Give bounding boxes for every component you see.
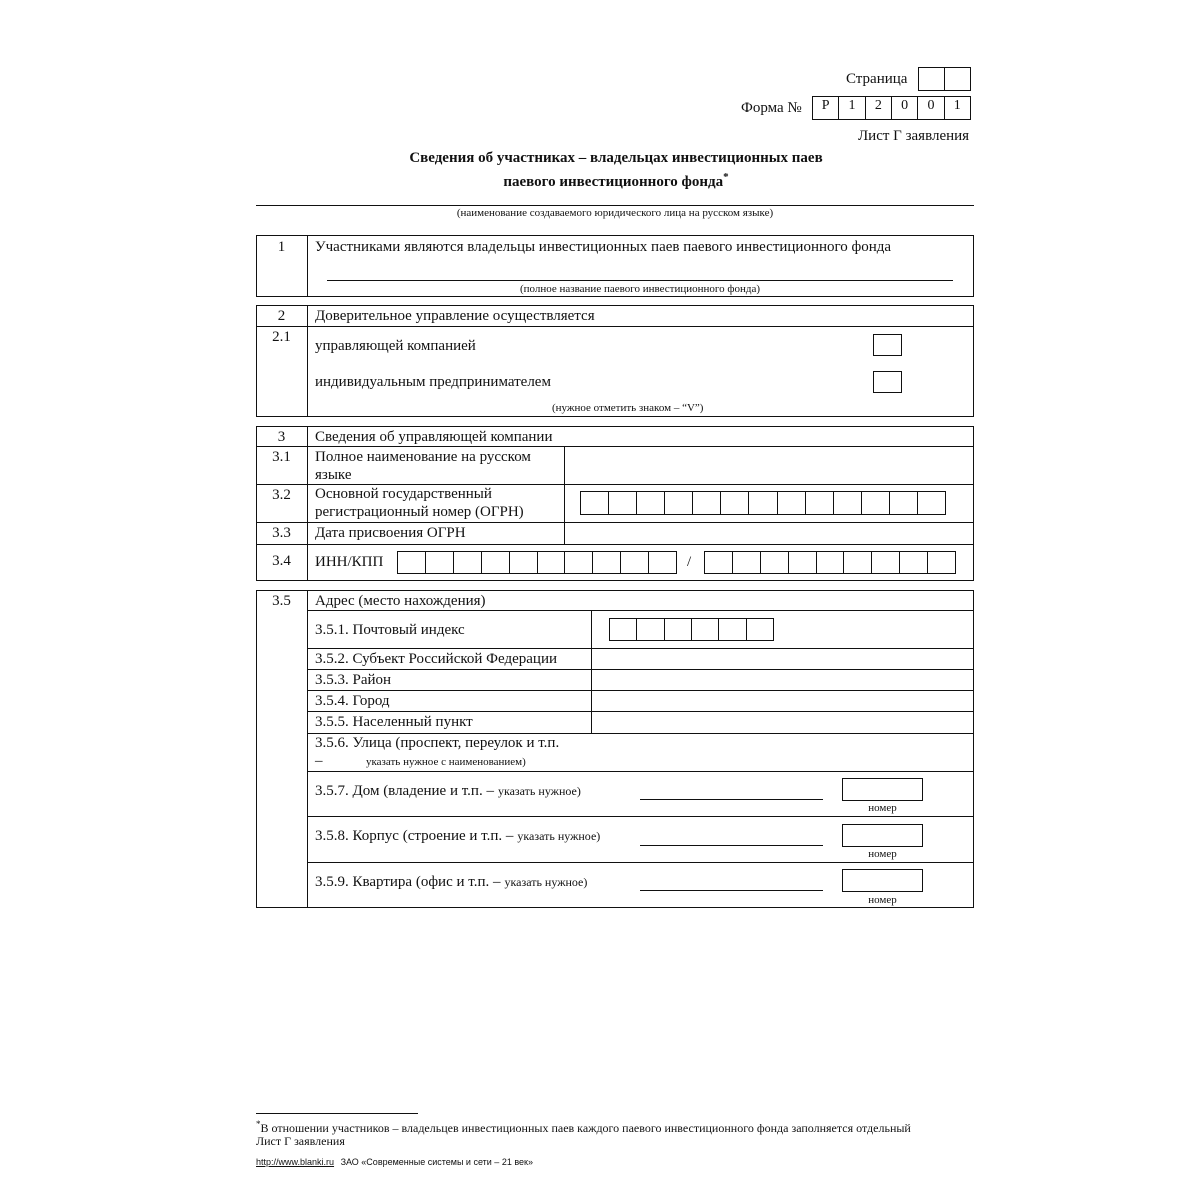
section-2-1-number: 2.1: [272, 329, 291, 345]
footnote-mark: *: [256, 1119, 261, 1129]
fund-name-line[interactable]: [327, 280, 953, 281]
street-label: 3.5.6. Улица (проспект, переулок и т.п.: [315, 735, 560, 751]
section-2-number: 2: [277, 308, 286, 324]
entity-name-line[interactable]: [256, 205, 974, 206]
building-hint: указать нужное): [517, 829, 601, 843]
row-3-4-number: 3.4: [272, 553, 291, 569]
row-3-3-number: 3.3: [272, 525, 291, 541]
city-label: 3.5.4. Город: [315, 693, 390, 709]
form-code-cell: 0: [918, 97, 944, 119]
page-number-field[interactable]: [918, 67, 971, 91]
checkbox-note: (нужное отметить знаком – “V”): [552, 402, 704, 414]
full-name-field[interactable]: [566, 448, 972, 482]
region-label: 3.5.2. Субъект Российской Федерации: [315, 651, 558, 667]
section-3-number: 3: [277, 429, 286, 445]
house-number-caption: номер: [868, 802, 897, 814]
form-code-cell: 1: [839, 97, 865, 119]
house-hint: указать нужное): [497, 784, 581, 798]
footnote-text: [256, 1117, 911, 1136]
locality-label: 3.5.5. Населенный пункт: [315, 714, 473, 730]
form-code: [812, 96, 971, 120]
option-entrepreneur: индивидуальным предпринимателем: [315, 374, 551, 390]
entity-name-caption: (наименование создаваемого юридического лица на русском языке): [456, 207, 774, 219]
building-type-line[interactable]: [640, 845, 823, 846]
footer: [256, 1157, 533, 1167]
row-3-4-label: ИНН/КПП: [315, 554, 384, 570]
building-label-text: 3.5.8. Корпус (строение и т.п. –: [315, 828, 514, 844]
form-code-cell: 2: [866, 97, 892, 119]
street-hint: указать нужное с наименованием): [366, 756, 526, 768]
district-label: 3.5.3. Район: [315, 672, 392, 688]
flat-number-caption: номер: [868, 894, 897, 906]
inn-kpp-separator: /: [687, 554, 692, 570]
flat-type-line[interactable]: [640, 890, 823, 891]
checkbox-management-company[interactable]: [873, 334, 902, 356]
footnote-line2: Лист Г заявления: [256, 1134, 345, 1148]
footnote-mark: *: [723, 171, 729, 183]
house-number-field[interactable]: [842, 778, 923, 801]
option-management-company: управляющей компанией: [315, 338, 476, 354]
ogrn-date-field[interactable]: [566, 524, 972, 543]
building-number-field[interactable]: [842, 824, 923, 847]
city-field[interactable]: [593, 692, 972, 710]
flat-label-text: 3.5.9. Квартира (офис и т.п. –: [315, 874, 501, 890]
house-label: [315, 782, 581, 800]
form-title-text: паевого инвестиционного фонда: [503, 174, 724, 190]
page-label: Страница: [846, 71, 908, 87]
flat-label: [315, 873, 587, 891]
building-number-caption: номер: [868, 848, 897, 860]
section-1-text: Участниками являются владельцы инвестиционных паев паевого инвестиционного фонда: [315, 239, 892, 255]
section-1-number: 1: [277, 239, 286, 255]
row-3-3-label: Дата присвоения ОГРН: [315, 525, 466, 541]
footer-company: ЗАО «Современные системы и сети – 21 век»: [340, 1157, 533, 1167]
locality-field[interactable]: [593, 713, 972, 732]
form-code-cell: Р: [813, 97, 839, 119]
row-3-2-number: 3.2: [272, 487, 291, 503]
form-label: Форма №: [741, 100, 802, 116]
sheet-label: Лист Г заявления: [858, 128, 970, 144]
kpp-field[interactable]: [704, 551, 956, 574]
form-title-line2: [256, 168, 976, 191]
inn-field[interactable]: [397, 551, 677, 574]
section-2-title: Доверительное управление осуществляется: [315, 308, 595, 324]
postal-code-label: 3.5.1. Почтовый индекс: [315, 622, 465, 638]
checkbox-entrepreneur[interactable]: [873, 371, 902, 393]
form-code-cell: 1: [953, 98, 961, 113]
footer-url[interactable]: http://www.blanki.ru: [256, 1157, 335, 1167]
page-cell[interactable]: [919, 68, 945, 90]
form-title-line1: Сведения об участниках – владельцах инвестиционных паев: [409, 150, 823, 166]
row-3-1-number: 3.1: [272, 449, 291, 465]
ogrn-field[interactable]: [580, 491, 946, 515]
street-field[interactable]: [593, 735, 972, 770]
fund-name-caption: (полное название паевого инвестиционного фонда): [519, 283, 761, 295]
flat-hint: указать нужное): [504, 875, 588, 889]
footnote-divider: [256, 1113, 418, 1114]
house-label-text: 3.5.7. Дом (владение и т.п. –: [315, 783, 494, 799]
district-field[interactable]: [593, 671, 972, 689]
street-dash: –: [315, 753, 323, 769]
form-code-cell: 0: [892, 97, 918, 119]
section-3-title: Сведения об управляющей компании: [315, 429, 553, 445]
footnote-line1: В отношении участников – владельцев инвестиционных паев каждого паевого инвестиционного фонда заполняется отдельный: [260, 1121, 911, 1135]
region-field[interactable]: [593, 650, 972, 668]
postal-code-field[interactable]: [609, 618, 774, 641]
house-type-line[interactable]: [640, 799, 823, 800]
row-3-1-label: Полное наименование на русском языке: [315, 449, 531, 483]
flat-number-field[interactable]: [842, 869, 923, 892]
address-title: Адрес (место нахождения): [315, 593, 486, 609]
section-3-5-number: 3.5: [272, 593, 291, 609]
row-3-2-label: Основной государственный регистрационный номер (ОГРН): [315, 486, 524, 520]
page-cell[interactable]: [945, 68, 970, 90]
building-label: [315, 827, 600, 845]
